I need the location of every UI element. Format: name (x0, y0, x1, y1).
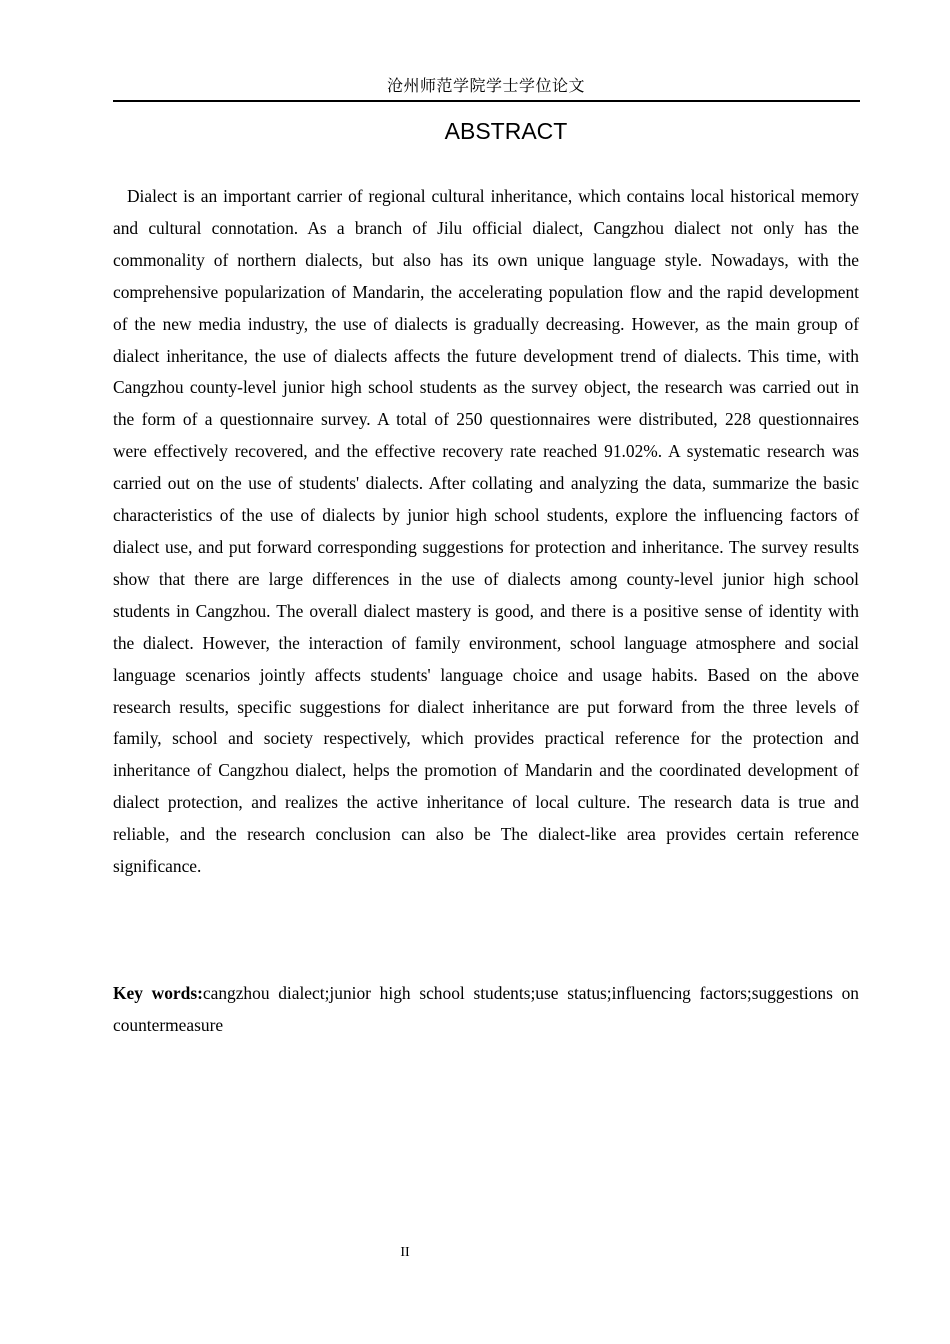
page-number: II (400, 1245, 410, 1260)
keywords-text: cangzhou dialect;junior high school students;use status;influencing factors;suggestions on countermeasure (113, 983, 859, 1035)
keywords-paragraph (113, 978, 859, 1042)
abstract-title: ABSTRACT (444, 118, 568, 144)
keywords-label: Key words: (113, 983, 203, 1003)
running-header: 沧州师范学院学士学位论文 (386, 76, 585, 95)
header-rule (113, 100, 860, 102)
abstract-body: Dialect is an important carrier of regional cultural inheritance, which contains local historical memory and cultural connotation. As a branch of Jilu official dialect, Cangzhou dialect not only has the commonality of northern dialects, but also has its own unique language style. Nowadays, with the comprehensive popularization of Mandarin, the accelerating population flow and the rapid development of the new media industry, the use of dialects is gradually decreasing. However, as the main group of dialect inheritance, the use of dialects affects the future development trend of dialects. This time, with Cangzhou county-level junior high school students as the survey object, the research was carried out in the form of a questionnaire survey. A total of 250 questionnaires were distributed, 228 questionnaires were effectively recovered, and the effective recovery rate reached 91.02%. A systematic research was carried out on the use of students' dialects. After collating and analyzing the data, summarize the basic characteristics of the use of dialects by junior high school students, explore the influencing factors of dialect use, and put forward corresponding suggestions for protection and inheritance. The survey results show that there are large differences in the use of dialects among county-level junior high school students in Cangzhou. The overall dialect mastery is good, and there is a positive sense of identity with the dialect. However, the interaction of family environment, school language atmosphere and social language scenarios jointly affects students' language choice and usage habits. Based on the above research results, specific suggestions for dialect inheritance are put forward from the three levels of family, school and society respectively, which provides practical reference for the protection and inheritance of Cangzhou dialect, helps the promotion of Mandarin and the coordinated development of dialect protection, and realizes the active inheritance of local culture. The research data is true and reliable, and the research conclusion can also be The dialect-like area provides certain reference significance. (113, 186, 859, 877)
